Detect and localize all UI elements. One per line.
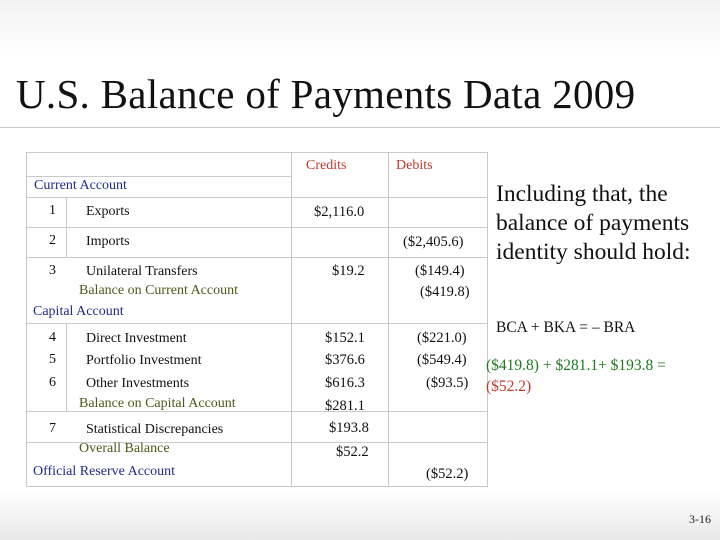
row-number: 5: [49, 352, 56, 367]
overall-balance-label: Overall Balance: [79, 441, 170, 456]
row-label-statistical-discrepancies: Statistical Discrepancies: [86, 422, 224, 437]
row-label-unilateral-transfers: Unilateral Transfers: [86, 264, 198, 279]
credit-direct: $152.1: [325, 330, 365, 346]
credit-portfolio: $376.6: [325, 352, 365, 368]
row-label-direct-investment: Direct Investment: [86, 331, 187, 346]
table-line: [26, 152, 488, 153]
table-line: [66, 197, 67, 257]
official-reserve-account-label: Official Reserve Account: [33, 464, 176, 479]
row-number: 3: [49, 263, 56, 278]
slide-title: U.S. Balance of Payments Data 2009: [16, 71, 636, 117]
table-line: [388, 152, 389, 487]
row-number: 7: [49, 421, 56, 436]
title-divider: [0, 127, 720, 128]
header-band: [0, 0, 720, 58]
credit-other: $616.3: [325, 375, 365, 391]
table-line: [26, 152, 27, 487]
table-line: [26, 257, 488, 258]
credits-header: Credits: [306, 158, 347, 173]
footer-band: [0, 492, 720, 540]
debit-unilateral: ($149.4): [415, 263, 465, 279]
row-label-imports: Imports: [86, 234, 130, 249]
credit-exports: $2,116.0: [314, 204, 365, 220]
identity-computation: [486, 355, 714, 397]
debits-header: Debits: [396, 158, 433, 173]
credit-statistical-discrepancies: $193.8: [329, 420, 369, 436]
table-line: [66, 323, 67, 411]
computation-sum: ($419.8) + $281.1+ $193.8 =: [486, 357, 666, 374]
computation-result: ($52.2): [486, 378, 532, 395]
balance-capital-account-value: $281.1: [325, 398, 365, 414]
table-line: [291, 152, 292, 487]
table-line: [26, 323, 488, 324]
row-number: 1: [49, 203, 56, 218]
balance-capital-account-label: Balance on Capital Account: [79, 396, 236, 411]
debit-portfolio: ($549.4): [417, 352, 467, 368]
balance-current-account-label: Balance on Current Account: [79, 283, 239, 298]
slide-number: 3-16: [689, 512, 711, 526]
balance-of-payments-table: [26, 152, 488, 487]
identity-equation: BCA + BKA = – BRA: [496, 319, 636, 336]
current-account-heading: Current Account: [34, 178, 127, 193]
table-line: [487, 152, 488, 487]
row-label-exports: Exports: [86, 204, 130, 219]
overall-balance-value: $52.2: [336, 444, 369, 460]
debit-imports: ($2,405.6): [403, 234, 464, 250]
official-reserve-account-value: ($52.2): [426, 466, 469, 482]
table-line: [26, 176, 291, 177]
row-label-portfolio-investment: Portfolio Investment: [86, 353, 202, 368]
table-line: [26, 197, 488, 198]
row-number: 2: [49, 233, 56, 248]
table-line: [26, 486, 488, 487]
debit-other: ($93.5): [426, 375, 469, 391]
balance-current-account-value: ($419.8): [420, 284, 470, 300]
table-line: [26, 227, 488, 228]
row-number: 6: [49, 375, 56, 390]
capital-account-heading: Capital Account: [33, 304, 124, 319]
explanation-text: Including that, the balance of payments identity should hold:: [496, 181, 691, 265]
credit-unilateral: $19.2: [332, 263, 365, 279]
debit-direct: ($221.0): [417, 330, 467, 346]
row-label-other-investments: Other Investments: [86, 376, 190, 391]
row-number: 4: [49, 330, 56, 345]
